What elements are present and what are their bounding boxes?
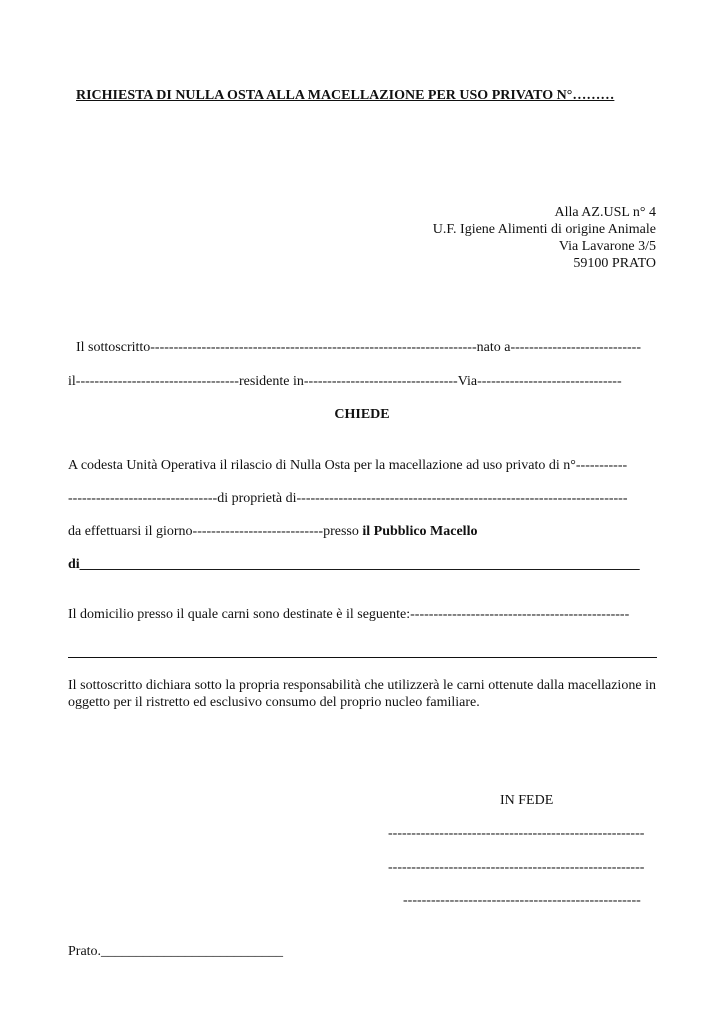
recipient-line-2: U.F. Igiene Alimenti di origine Animale [432, 222, 656, 237]
place-date-line: Prato.__________________________ [68, 944, 284, 959]
declaration-paragraph: Il sottoscritto dichiara sotto la propria responsabilità che utilizzerà le carni ottenute dalla macellazione in oggetto per il ristretto ed esclusivo consumo del proprio nucleo familiare. [68, 678, 656, 710]
signature-label: IN FEDE [500, 793, 554, 808]
recipient-line-1: Alla AZ.USL n° 4 [554, 205, 656, 220]
birth-residence-line: il-----------------------------------residente in---------------------------------Via------------------------------- [68, 374, 622, 389]
chiede-heading: CHIEDE [334, 407, 390, 422]
date-location-line [68, 523, 477, 540]
request-line: A codesta Unità Operativa il rilascio di Nulla Osta per la macellazione ad uso privato di n°----------- [68, 458, 628, 473]
signature-line-3: --------------------------------------------------- [403, 893, 641, 908]
public-slaughterhouse-label: il Pubblico Macello [362, 524, 478, 539]
date-location-prefix: da effettuarsi il giorno----------------------------presso [68, 524, 363, 539]
separator-rule [68, 657, 657, 658]
signature-line-1: ------------------------------------------------------- [388, 826, 645, 841]
applicant-name-line: Il sottoscritto----------------------------------------------------------------------nato a---------------------------- [76, 340, 641, 355]
recipient-line-3: Via Lavarone 3/5 [558, 239, 656, 254]
document-title: RICHIESTA DI NULLA OSTA ALLA MACELLAZIONE PER USO PRIVATO N°……… [76, 88, 615, 103]
owner-line: --------------------------------di proprietà di----------------------------------------------------------------------- [68, 491, 628, 506]
domicile-line: Il domicilio presso il quale carni sono destinate è il seguente:----------------------------------------------- [68, 607, 630, 622]
recipient-line-4: 59100 PRATO [573, 256, 656, 271]
signature-line-2: ------------------------------------------------------- [388, 860, 645, 875]
slaughterhouse-city-line: di________________________________________________________________________________ [68, 557, 640, 572]
